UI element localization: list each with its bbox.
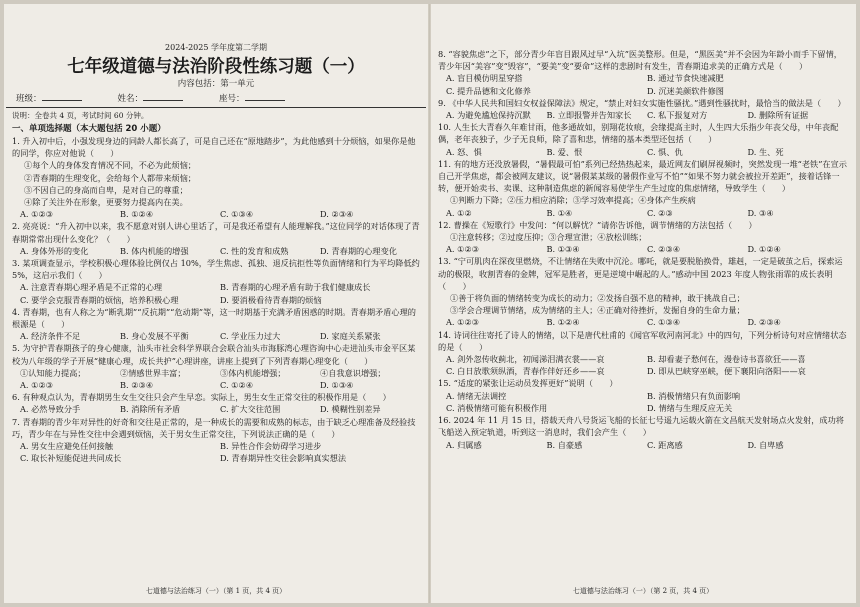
option-c: C. 要学会克服青春期的烦恼，培养积极心理 (20, 294, 179, 305)
statement: ①判断力下降；②压力相应消除；③学习效率提高；④身体产生疾病 (450, 195, 696, 206)
content-scope: 内容包括：第一单元 (177, 79, 255, 90)
option-a: A. 男女生应避免任何接触 (20, 441, 113, 452)
option-a: A. ①②③ (20, 380, 54, 391)
statement: ②情感世界丰富； (120, 367, 186, 378)
option-d: D. ②③④ (320, 209, 354, 220)
option-a: A. 必然导致分手 (20, 404, 81, 415)
statement: ①注意转移；②过度压抑；③合理宣泄；④放松训练； (450, 232, 647, 243)
option-b: B. 体内机能的增强 (120, 245, 189, 256)
option-b: B. ①②④ (546, 317, 580, 328)
seat-number-field: 座号： (219, 92, 285, 105)
options-q15 (432, 390, 854, 414)
statements-q5 (6, 367, 426, 379)
page-fold (428, 4, 431, 603)
option-a: A. 盲目模仿明星穿搭 (446, 73, 523, 84)
option-a: A. 剑外忽传收蓟北，初闻涕泪满衣裳——哀 (446, 354, 605, 365)
options-q9 (432, 109, 854, 121)
page-right (432, 4, 854, 603)
option-c: C. ①③④ (647, 317, 681, 328)
question-7: 7. 青春期的青少年对异性的好奇和交往是正常的，是一种成长的需要和成熟的标志，由于缺乏心理准备及经验技巧，青少年在与异性交往中会遇到烦恼，关于男女生正常交往，下列说法正确的是（ ） (12, 416, 416, 439)
option-b: B. ②③④ (120, 380, 154, 391)
option-a: A. 归属感 (446, 439, 482, 450)
options-q1 (6, 208, 426, 220)
option-c: C. 私下报复对方 (647, 110, 708, 121)
option-b: B. ①②④ (120, 209, 154, 220)
option-a: A. ①②③ (446, 317, 480, 328)
option-c: C. 扩大交往范围 (220, 404, 281, 415)
school-year: 2024-2025 学年度第二学期 (165, 43, 267, 52)
option-a: A. ①②③ (20, 209, 54, 220)
option-c: C. 学业压力过大 (220, 331, 281, 342)
page-footer: 七道德与法治练习（一）（第 2 页，共 4 页） (572, 586, 714, 595)
options-q8 (432, 72, 854, 96)
options-q12 (432, 243, 854, 255)
statement: ①善于将负面的情绪转变为成长的动力；②发扬自强不息的精神，敢于挑战自己； (450, 293, 745, 304)
question-10: 10. 人生长大青春久年难甘雨，他多通故如，别翔花妆痕，会缘提高主时，人生四大乐指少年丧父母，中年丧配偶，老年丧独子，少子无良师，除了喜和悲，情绪的基本类型还包括（ ） (438, 122, 839, 145)
option-a: A. 注意青春期心理矛盾是不正常的心理 (20, 282, 163, 293)
option-d: D. 模糊性别差异 (320, 404, 381, 415)
question-13: 13. “宁可肌肉在深夜里燃烧，不让情绪在失败中沉沦。哪吒，就是要脱胎换骨，雄赳，一定是破茧之后，探索运动的极限，收割青春的金牌，冠军是胜者，更是逆境中崛起的人。”感动中国 2023 年度人物张雨霏的成长表明（ ） (438, 256, 843, 291)
options-q11 (432, 207, 854, 219)
question-11: 11. 有的地方还没放暑假，“暑假最可怕”系列已经热热起来，最近网友们刷屏视频时，突然发现一堆“老铁”在宣示自己开学焦虑，都会被网友建议，说“暑假某某级的暑假作业写不怕”“如果不努力就会被拉开差距”，接着话锋一转，便开始卖书、卖课、这种制造焦虑的新闻容易使学生产生过度的焦虑情绪，导致学生（ ） (438, 158, 847, 194)
option-d: D. 青春期异性交往会影响真实想法 (220, 453, 347, 464)
question-16: 16. 2024 年 11 月 15 日，搭载天舟八号货运飞船的长征七号遥九运载火箭在文昌航天发射场点火发射，成功将飞船送入预定轨道，听到这一消息时，我们会产生（ ） (438, 415, 844, 438)
statement: ③不因自己的身高而自卑，是对自己的尊重； (24, 184, 188, 195)
option-a: A. 为避免尴尬保持沉默 (446, 110, 531, 121)
option-d: D. 沉迷美颜软件修图 (647, 85, 724, 96)
question-9: 9. 《中华人民共和国妇女权益保障法》规定，“禁止对妇女实施性骚扰。”遇到性骚扰时，最恰当的做法是（ ） (438, 97, 846, 108)
question-5: 5. 为守护青春期孩子的身心健康，汕头市社会科学界联合会联合汕头市海豚湾心理咨询中心走进汕头市金平区某校为八年级的学子开展“健康心理，成长共护”心理讲座，讲座上提到了下列青春期心理变化（ ） (12, 343, 416, 366)
options-q3 (6, 281, 426, 305)
option-c: C. ①②④ (220, 380, 254, 391)
statement: ③学会合理调节情绪，成为情绪的主人；④正确对待挫折，发掘自身的生命力量； (450, 305, 745, 316)
option-a: A. 经济条件不足 (20, 331, 81, 342)
statement: ④自我意识增强； (320, 367, 386, 378)
option-b: B. 却看妻子愁何在，漫卷诗书喜欲狂——喜 (647, 354, 806, 365)
option-d: D. 即从巴峡穿巫峡，便下襄阳向洛阳——哀 (647, 366, 806, 377)
statement: ①认知能力提高； (20, 367, 86, 378)
option-c: C. ①③④ (220, 209, 254, 220)
options-q5 (6, 379, 426, 391)
question-6: 6. 有种观点认为，青春期男生女生交往只会产生早恋。实际上，男生女生正常交往的积极作用是（ ） (12, 392, 391, 403)
question-4: 4. 青春期，也有人称之为“断乳期”“反抗期”“危动期”等，这一时期基于充满矛盾困惑的时期。青春期矛盾心理的根源是（ ） (12, 306, 416, 330)
options-q4 (6, 330, 426, 342)
statement: ③体内机能增强； (220, 367, 286, 378)
options-q13 (432, 316, 854, 328)
option-d: D. 删除所有证据 (747, 110, 809, 121)
options-q2 (6, 245, 426, 257)
option-c: C. 提升品德和文化修养 (446, 85, 531, 96)
option-b: B. ①④ (546, 207, 573, 218)
option-d: D. ②③④ (747, 317, 781, 328)
question-3: 3. 某项调查显示，学校积极心理体验比例仅占 10%，学生焦虑、孤独、退反抗拒性等负面情绪和行为平均降低约 5%，这启示我们（ ） (12, 258, 420, 281)
section-heading: 一、单项选择题（本大题包括 20 小题） (12, 123, 166, 134)
option-c: C. 消极情绪可能有积极作用 (446, 402, 548, 413)
option-d: D. 情绪与生理反应无关 (647, 402, 733, 413)
statement: ④除了关注外在形象，更要努力提高内在美。 (24, 197, 188, 208)
question-15: 15. “适度的紧张让运动员发挥更好”说明（ ） (438, 378, 618, 389)
options-q10 (432, 146, 854, 158)
option-b: B. 爱、恨 (546, 146, 583, 157)
option-b: B. 消除所有矛盾 (120, 404, 181, 415)
option-c: C. ②③ (647, 207, 673, 218)
page-footer: 七道德与法治练习（一）（第 1 页，共 4 页） (145, 586, 287, 595)
student-info-fields (6, 92, 426, 107)
option-b: B. 消极情绪只有负面影响 (647, 390, 741, 401)
page-left (6, 4, 426, 603)
top-margin (432, 4, 854, 48)
option-d: D. 青春期的心理变化 (320, 245, 397, 256)
option-d: D. ①③④ (320, 380, 354, 391)
option-a: A. 身体外形的变化 (20, 245, 89, 256)
option-c: C. 白日放歌须纵酒，青春作伴好还乡——哀 (446, 366, 605, 377)
statement: ①每个人的身体发育情况不同，不必为此烦恼； (24, 160, 196, 171)
option-c: C. 取长补短能促进共同成长 (20, 453, 122, 464)
option-b: B. 立即报警并告知家长 (546, 110, 632, 121)
option-c: C. 距离感 (647, 439, 683, 450)
class-field: 班级： (16, 92, 82, 105)
option-a: A. 怒、惧 (446, 146, 482, 157)
option-b: B. 通过节食快速减肥 (647, 73, 724, 84)
exam-note: 说明：全卷共 4 页，考试时间 60 分钟。 (12, 110, 149, 120)
option-d: D. 生、死 (747, 146, 784, 157)
question-12: 12. 曹操在《短歌行》中发问：“何以解忧？”请你告诉他，调节情绪的方法包括（ ） (438, 219, 757, 230)
option-a: A. ①②③ (446, 244, 480, 255)
question-1: 1. 升入初中后，小强发现身边的同龄人都长高了，可是自己还在“原地踏步”，为此他感到十分烦恼，如果你是他的同学，你应对他说（ ） (12, 136, 416, 159)
question-2: 2. 亮亮说：“升入初中以来，我不愿意对别人讲心里话了，可是我还希望有人能理解我。”这位同学的对话体现了青春期常常出现什么变化？（ ） (12, 221, 420, 244)
question-8: 8. “容貌焦虑”之下，部分青少年盲目跟风过早“入坑”医美整形。但是，“黑医美”并不会因为年龄小而手下留情，青少年因“美容”变“毁容”，“要美”变“要命”这样的悲剧时有发生，青春期追求美的正确方式是（ ） (438, 49, 842, 72)
option-b: B. ①③④ (546, 244, 580, 255)
option-a: A. 情绪无法调控 (446, 390, 507, 401)
option-b: B. 异性合作会妨碍学习进步 (220, 441, 322, 452)
option-d: D. 家庭关系紧张 (320, 331, 381, 342)
option-d: D. 要消极看待青春期的烦恼 (220, 294, 322, 305)
exam-sheet (4, 4, 856, 603)
statement: ②青春期的生理变化，会给每个人都带来烦恼； (24, 172, 196, 183)
option-b: B. 青春期的心理矛盾有助于我们健康成长 (220, 282, 371, 293)
options-q16 (432, 439, 854, 451)
exam-title: 七年级道德与法治阶段性练习题（一） (67, 57, 365, 78)
options-q6 (6, 403, 426, 415)
option-c: C. 惧、仇 (647, 146, 683, 157)
option-a: A. ①② (446, 207, 472, 218)
options-q14 (432, 353, 854, 377)
question-14: 14. 诗词往往寄托了诗人的情绪，以下是唐代杜甫的《闻官军收河南河北》中的四句，下列分析诗句对应情绪状态的是（ ） (438, 329, 847, 352)
option-d: D. 自卑感 (747, 439, 784, 450)
option-c: C. ②③④ (647, 244, 681, 255)
option-d: D. ③④ (747, 207, 774, 218)
option-b: B. 身心发展不平衡 (120, 331, 189, 342)
options-q7 (6, 440, 426, 464)
option-d: D. ①②④ (747, 244, 781, 255)
name-field: 姓名： (118, 92, 184, 105)
option-b: B. 自豪感 (546, 439, 583, 450)
option-c: C. 性的发育和成熟 (220, 245, 289, 256)
